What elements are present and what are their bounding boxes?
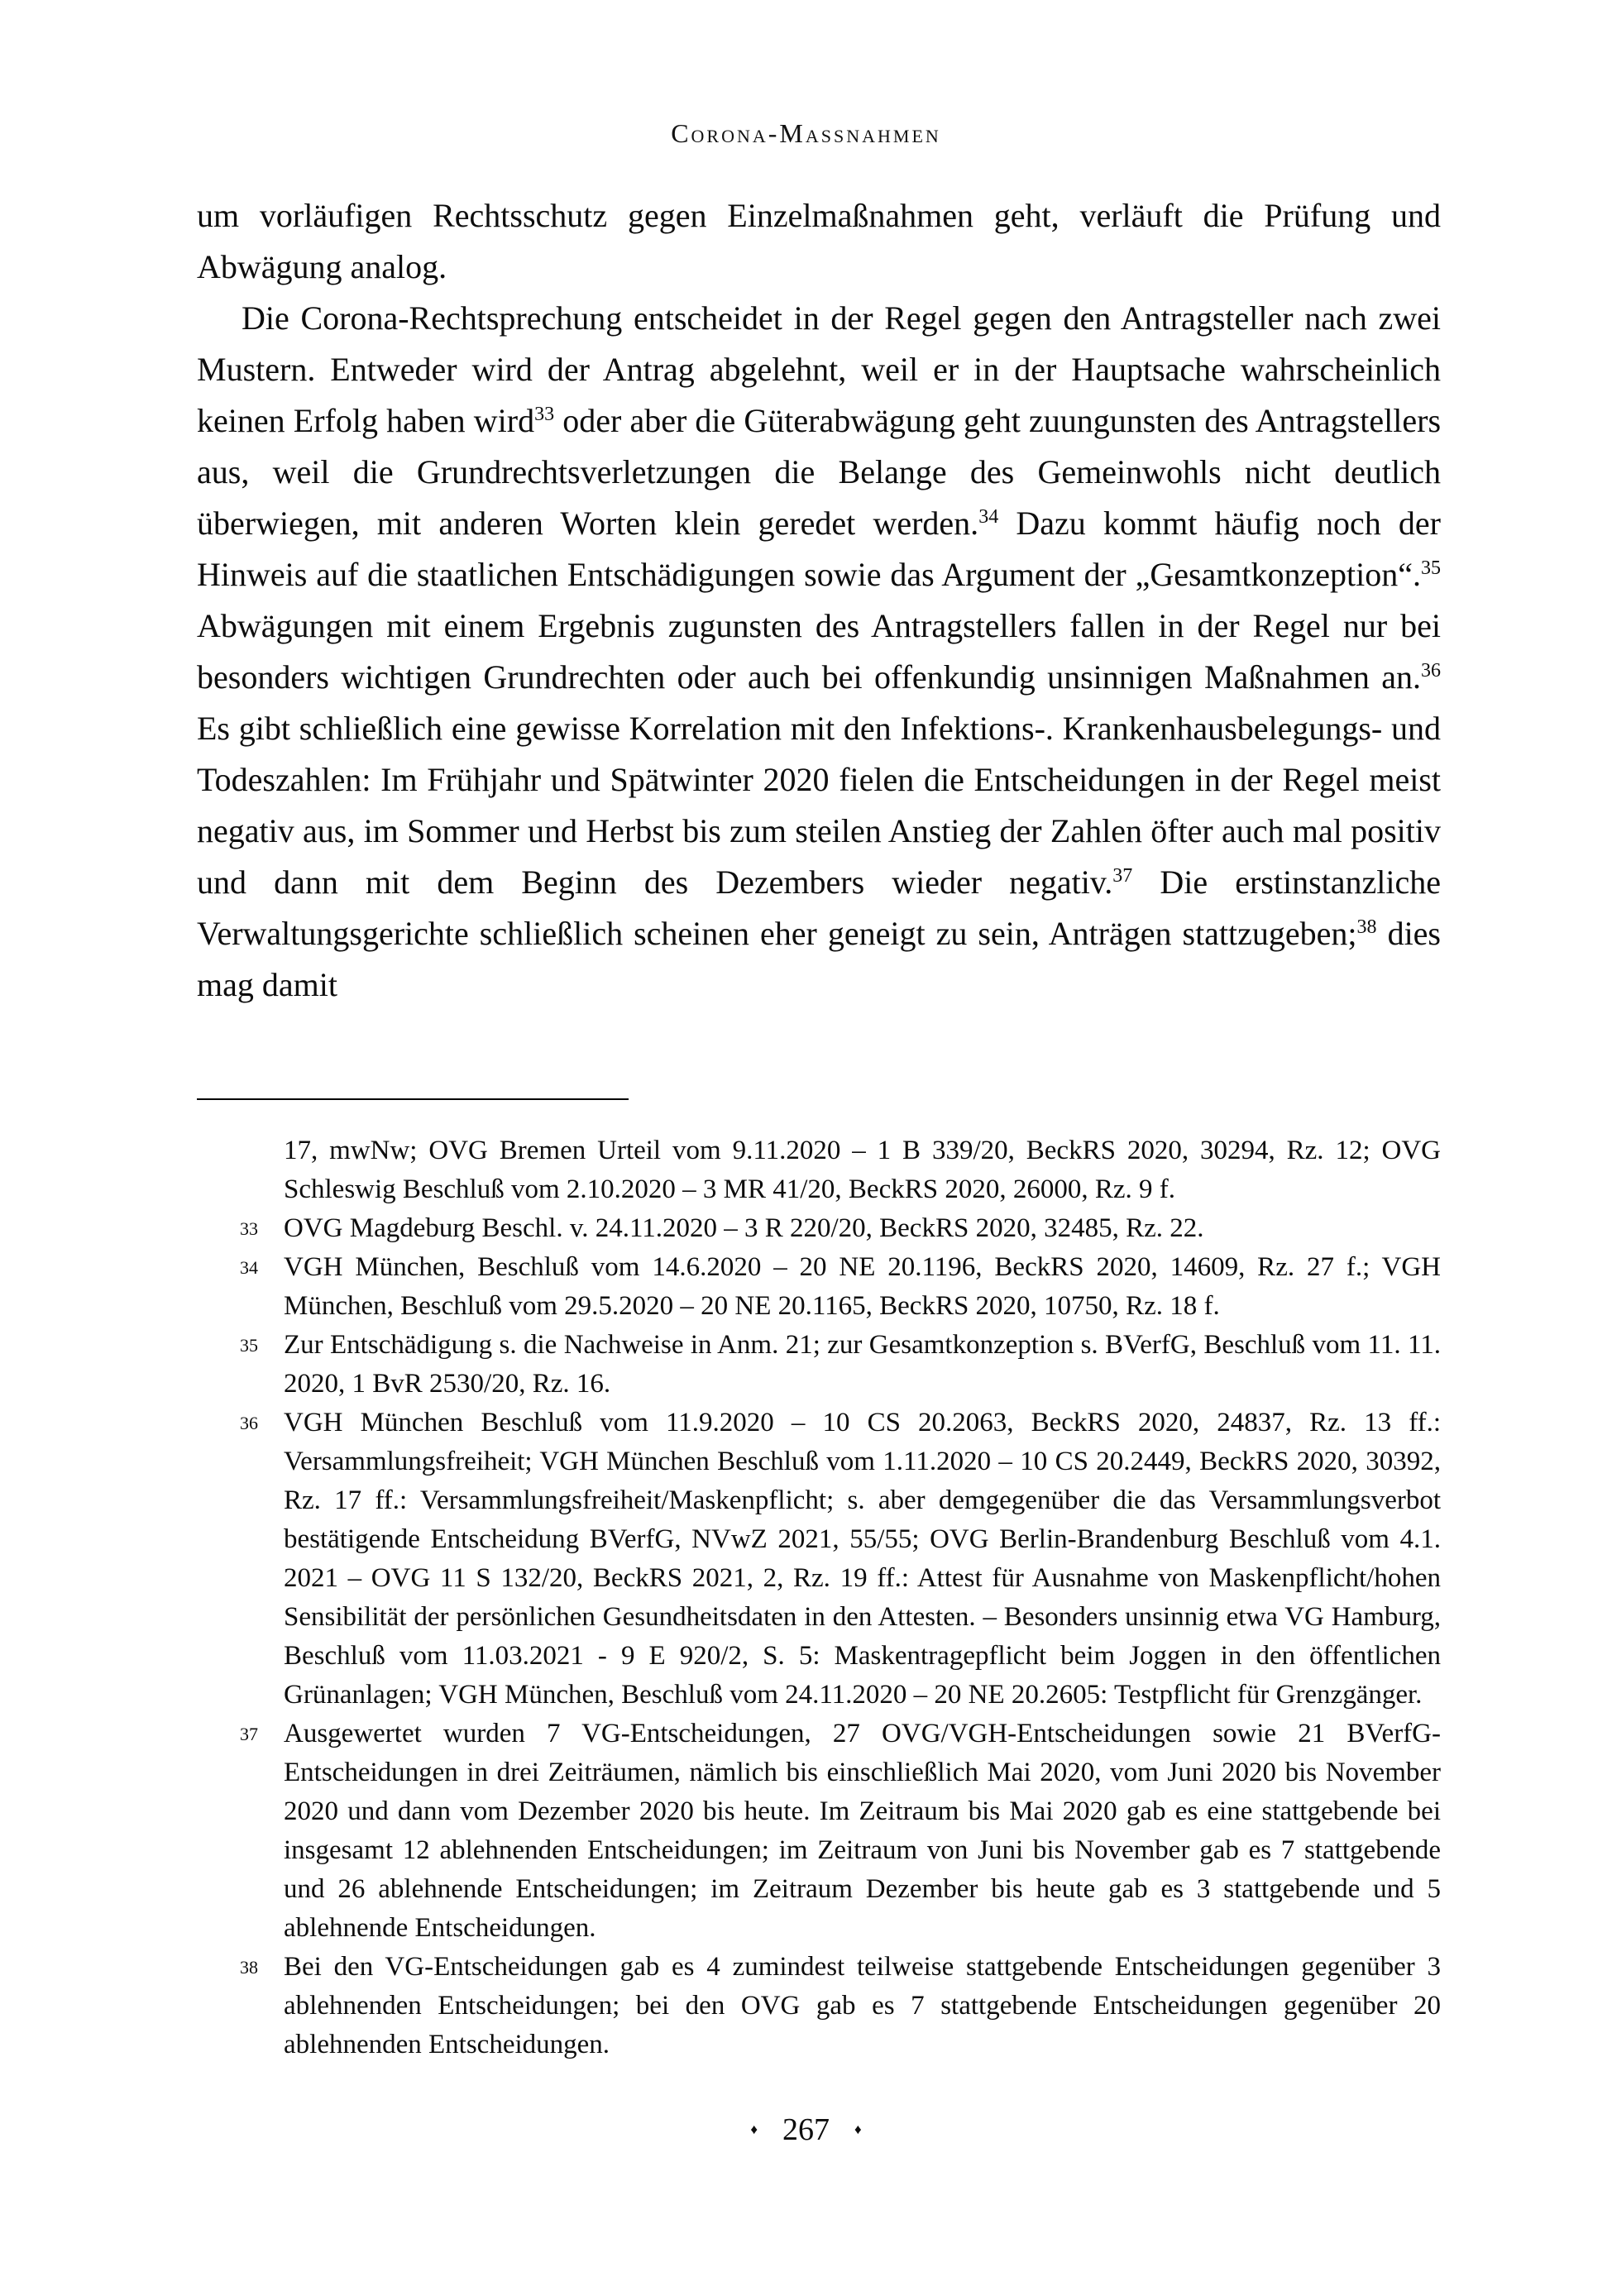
- footnote-number: 38: [240, 1957, 258, 1978]
- footnote-36: [197, 1404, 1441, 1715]
- running-head: Corona-Massnahmen: [671, 118, 941, 148]
- footnote-marker: 37: [1112, 865, 1133, 887]
- footnote-marker: 35: [1421, 557, 1441, 579]
- footnote-continuation: [197, 1131, 1441, 1209]
- footnote-text: OVG Magdeburg Beschl. v. 24.11.2020 – 3 R 220/20, BeckRS 2020, 32485, Rz. 22.: [284, 1213, 1204, 1243]
- footnote-34: [197, 1248, 1441, 1326]
- footnote-marker: 34: [978, 506, 999, 528]
- page-number-value: 267: [782, 2112, 830, 2147]
- page-number-left-ornament-icon: ♦: [750, 2121, 758, 2137]
- footnote-text: Bei den VG-Entscheidungen gab es 4 zumindest teilweise stattgebende Entscheidungen gegenüber 3 ablehnenden Entscheidungen; bei den OVG gab es 7 stattgebende Entscheidungen gegenüber 20 ablehnenden Entscheidungen.: [284, 1952, 1441, 2059]
- footnote-number: 35: [240, 1335, 258, 1356]
- footnote-marker: 33: [534, 404, 555, 425]
- paragraph: Die Corona-Rechtsprechung entscheidet in der Regel gegen den Antragsteller nach zwei Mustern. Entweder wird der Antrag abgelehnt, weil er in der Hauptsache wahrscheinlich keinen Erfolg haben wird$^{33}$ oder aber die Güterabwägung geht zuungunsten des Antragstellers aus, weil die Grundrechtsverletzungen die Belange des Gemeinwohls nicht deutlich überwiegen, mit anderen Worten klein geredet werden.$^{34}$ Dazu kommt häufig noch der Hinweis auf die staatlichen Entschädigungen sowie das Argument der „Gesamtkonzeption“.$^{35}$ Abwägungen mit einem Ergebnis zugunsten des Antragstellers fallen in der Regel nur bei besonders wichtigen Grundrechten oder auch bei offenkundig unsinnigen Maßnahmen an.$^{36}$ Es gibt schließlich eine gewisse Korrelation mit den Infektions-. Krankenhausbelegungs- und Todeszahlen: Im Frühjahr und Spätwinter 2020 fielen die Entscheidungen in der Regel meist negativ aus, im Sommer und Herbst bis zum steilen Anstieg der Zahlen öfter auch mal positiv und dann mit dem Beginn des Dezembers wieder negativ.$^{37}$ Die erstinstanzliche Verwaltungsgerichte schließlich scheinen eher geneigt zu sein, Anträgen stattzugeben;$^{38}$ dies mag damit: [197, 299, 1442, 1003]
- footnote-number: 37: [240, 1724, 258, 1744]
- footnote-text: VGH München, Beschluß vom 14.6.2020 – 20 NE 20.1196, BeckRS 2020, 14609, Rz. 27 f.; VGH München, Beschluß vom 29.5.2020 – 20 NE 20.1165, BeckRS 2020, 10750, Rz. 18 f.: [284, 1252, 1441, 1321]
- footnote-text: VGH München Beschluß vom 11.9.2020 – 10 CS 20.2063, BeckRS 2020, 24837, Rz. 13 ff.: Versammlungsfreiheit; VGH München Beschluß vom 1.11.2020 – 10 CS 20.2449, BeckRS 2020, 30392, Rz. 17 ff.: Versammlungsfreiheit/Maskenpflicht; s. aber demgegenüber die das Versammlungsverbot bestätigende Entscheidung BVerfG, NVwZ 2021, 55/55; OVG Berlin-Brandenburg Beschluß vom 4.1. 2021 – OVG 11 S 132/20, BeckRS 2021, 2, Rz. 19 ff.: Attest für Ausnahme von Maskenpflicht/hohen Sensibilität der persönlichen Gesundheitsdaten in den Attesten. – Besonders unsinnig etwa VG Hamburg, Beschluß vom 11.03.2021 - 9 E 920/2, S. 5: Maskentragepflicht beim Joggen in den öffentlichen Grünanlagen; VGH München, Beschluß vom 24.11.2020 – 20 NE 20.2605: Testpflicht für Grenzgänger.: [284, 1408, 1441, 1710]
- footnotes-block: [197, 1131, 1441, 2064]
- paragraph: um vorläufigen Rechtsschutz gegen Einzelmaßnahmen geht, verläuft die Prüfung und Abwägung analog.: [197, 197, 1441, 285]
- footnote-number: 36: [240, 1413, 258, 1433]
- footnote-35: [197, 1326, 1441, 1404]
- body-text: [197, 190, 1441, 1011]
- page-number-right-ornament-icon: ♦: [854, 2121, 862, 2137]
- footnote-37: [197, 1715, 1441, 1948]
- footnote-number: 34: [240, 1257, 258, 1278]
- footnote-marker: 38: [1356, 916, 1377, 938]
- footnote-number: 33: [240, 1218, 258, 1239]
- footnote-marker: 36: [1421, 660, 1441, 682]
- page-number: [0, 2112, 1612, 2148]
- footnote-text: Zur Entschädigung s. die Nachweise in Anm. 21; zur Gesamtkonzeption s. BVerfG, Beschluß vom 11. 11. 2020, 1 BvR 2530/20, Rz. 16.: [284, 1330, 1441, 1399]
- footnote-separator-rule: [197, 1098, 629, 1100]
- footnote-38: [197, 1948, 1441, 2064]
- footnote-text: Ausgewertet wurden 7 VG-Entscheidungen, 27 OVG/VGH-Entscheidungen sowie 21 BVerfG-Entscheidungen in drei Zeiträumen, nämlich bis einschließlich Mai 2020, vom Juni 2020 bis November 2020 und dann vom Dezember 2020 bis heute. Im Zeitraum bis Mai 2020 gab es eine stattgebende bei insgesamt 12 ablehnenden Entscheidungen; im Zeitraum von Juni bis November gab es 7 stattgebende und 26 ablehnende Entscheidungen; im Zeitraum Dezember bis heute gab es 3 stattgebende und 5 ablehnende Entscheidungen.: [284, 1719, 1441, 1943]
- footnote-33: [197, 1209, 1441, 1248]
- footnote-text: 17, mwNw; OVG Bremen Urteil vom 9.11.2020 – 1 B 339/20, BeckRS 2020, 30294, Rz. 12; OVG Schleswig Beschluß vom 2.10.2020 – 3 MR 41/20, BeckRS 2020, 26000, Rz. 9 f.: [284, 1136, 1441, 1204]
